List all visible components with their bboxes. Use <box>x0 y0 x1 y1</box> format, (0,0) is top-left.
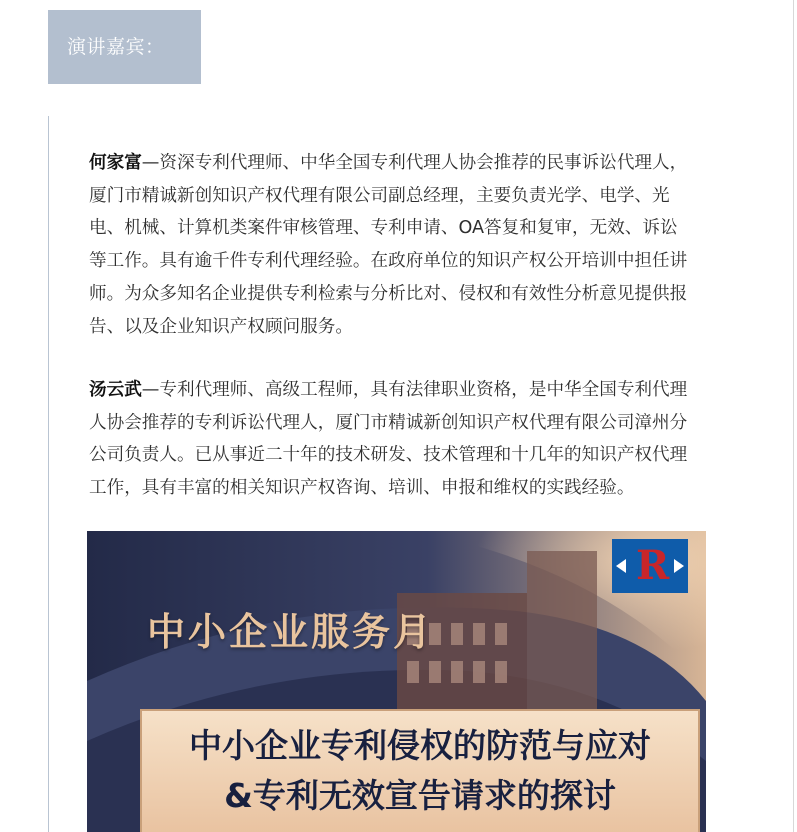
logo-letter: R <box>636 542 670 589</box>
speaker-bio-text-1: —资深专利代理师、中华全国专利代理人协会推荐的民事诉讼代理人，厦门市精诚新创知识产权代理有限公司副总经理，主要负责光学、电学、光电、机械、计算机类案件审核管理、专利申请、OA答复和复审，无效、诉讼等工作。具有逾千件专利代理经验。在政府单位的知识产权公开培训中担任讲师。为众多知名企业提供专利检索与分析比对、侵权和有效性分析意见提供报告、以及企业知识产权顾问服务。 <box>89 153 688 337</box>
speaker-bio-1 <box>89 147 694 343</box>
company-logo <box>612 539 688 593</box>
speaker-name-2: 汤云武 <box>89 380 142 400</box>
topic-line-2: &专利无效宣告请求的探讨 <box>224 776 616 815</box>
section-header-label: 演讲嘉宾： <box>67 36 165 58</box>
speaker-name-1: 何家富 <box>89 153 142 173</box>
speaker-bio-text-2: —专利代理师、高级工程师，具有法律职业资格，是中华全国专利代理人协会推荐的专利诉讼代理人，厦门市精诚新创知识产权代理有限公司漳州分公司负责人。已从事近二十年的技术研发、技术管理和十几年的知识产权代理工作，具有丰富的相关知识产权咨询、培训、申报和维权的实践经验。 <box>89 380 688 499</box>
topic-line-1: 中小企业专利侵权的防范与应对 <box>189 726 651 765</box>
section-header-speakers <box>48 10 201 84</box>
topic-box <box>140 709 700 832</box>
logo-right-arrow-icon <box>674 559 684 573</box>
banner-title: 中小企业服务月 <box>147 610 435 654</box>
speaker-bio-2 <box>89 374 694 505</box>
event-banner-image <box>87 531 706 832</box>
right-edge-divider <box>793 0 794 832</box>
logo-left-arrow-icon <box>616 559 626 573</box>
